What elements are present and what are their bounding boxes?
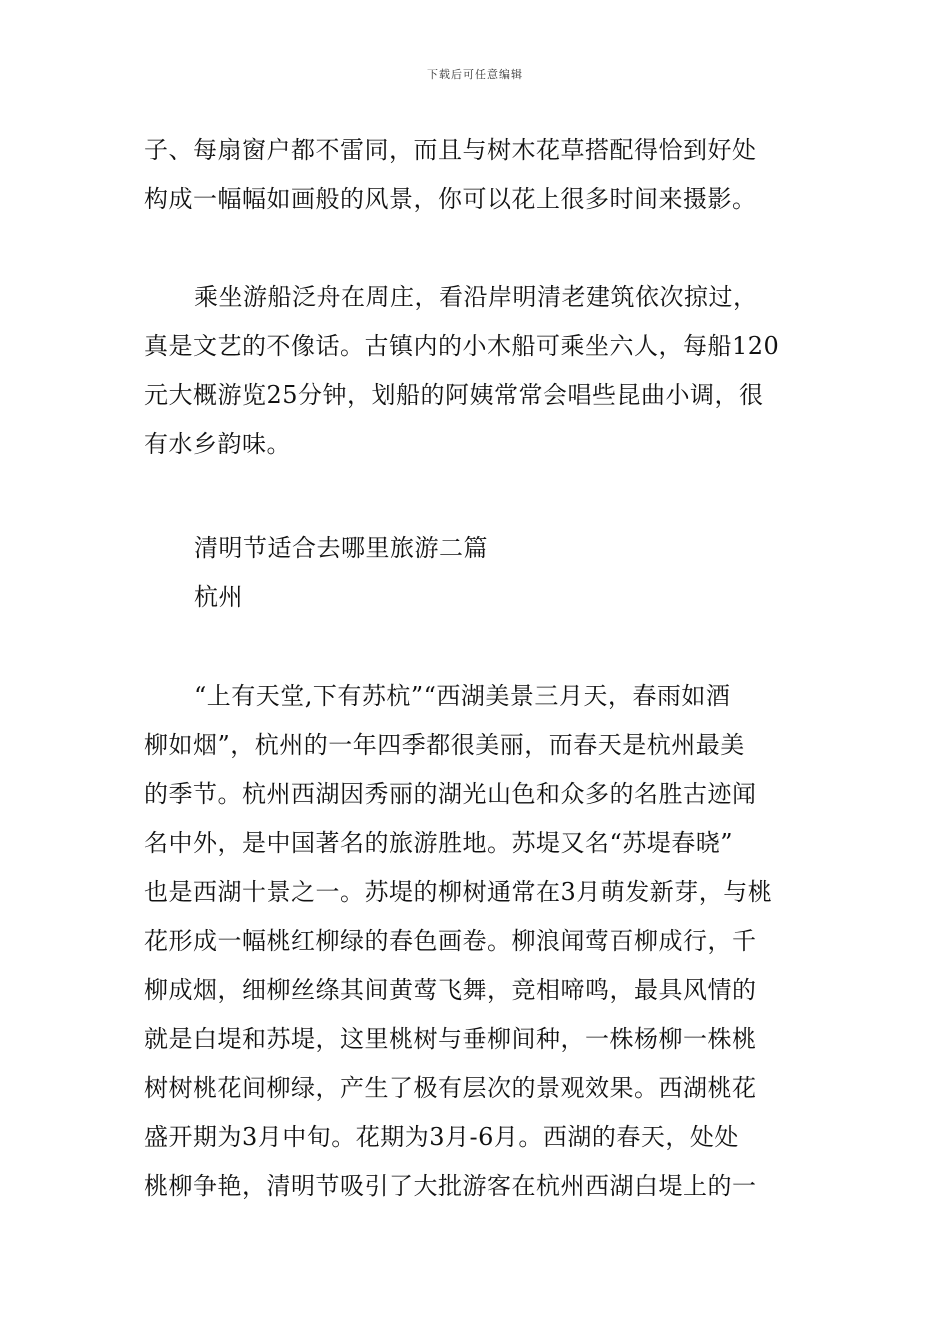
paragraph-zhouzhuang-windows [144,126,809,224]
text-line: 真是文艺的不像话。古镇内的小木船可乘坐六人，每船120 [144,332,780,360]
text-line: 柳成烟，细柳丝绦其间黄莺飞舞，竞相啼鸣，最具风情的 [144,976,757,1004]
text-line: 树树桃花间柳绿，产生了极有层次的景观效果。西湖桃花 [144,1074,757,1102]
text-line: 的季节。杭州西湖因秀丽的湖光山色和众多的名胜古迹闻 [144,780,757,808]
paragraph-hangzhou [144,672,809,1211]
section-heading [144,524,809,622]
text-line: 也是西湖十景之一。苏堤的柳树通常在3月萌发新芽，与桃 [144,878,773,906]
text-line: 乘坐游船泛舟在周庄，看沿岸明清老建筑依次掠过， [194,283,758,311]
section-subtitle: 杭州 [194,583,243,611]
text-line: 花形成一幅桃红柳绿的春色画卷。柳浪闻莺百柳成行，千 [144,927,757,955]
text-line: 有水乡韵味。 [144,430,291,458]
text-line: 构成一幅幅如画般的风景，你可以花上很多时间来摄影。 [144,185,757,213]
paragraph-boat-tour [144,273,809,469]
text-line: 桃柳争艳，清明节吸引了大批游客在杭州西湖白堤上的一 [144,1172,757,1200]
text-line: 名中外，是中国著名的旅游胜地。苏堤又名“苏堤春晓” [144,829,734,857]
text-line: 柳如烟”，杭州的一年四季都很美丽，而春天是杭州最美 [144,731,745,759]
text-line: 元大概游览25分钟，划船的阿姨常常会唱些昆曲小调，很 [144,381,764,409]
section-title: 清明节适合去哪里旅游二篇 [194,534,488,562]
text-line: 子、每扇窗户都不雷同，而且与树木花草搭配得恰到好处 [144,136,757,164]
text-line: “上有天堂,下有苏杭”“西湖美景三月天，春雨如酒 [194,682,731,710]
page-header: 下载后可任意编辑 [427,68,523,81]
text-line: 盛开期为3月中旬。花期为3月-6月。西湖的春天，处处 [144,1123,739,1151]
text-line: 就是白堤和苏堤，这里桃树与垂柳间种，一株杨柳一株桃 [144,1025,757,1053]
